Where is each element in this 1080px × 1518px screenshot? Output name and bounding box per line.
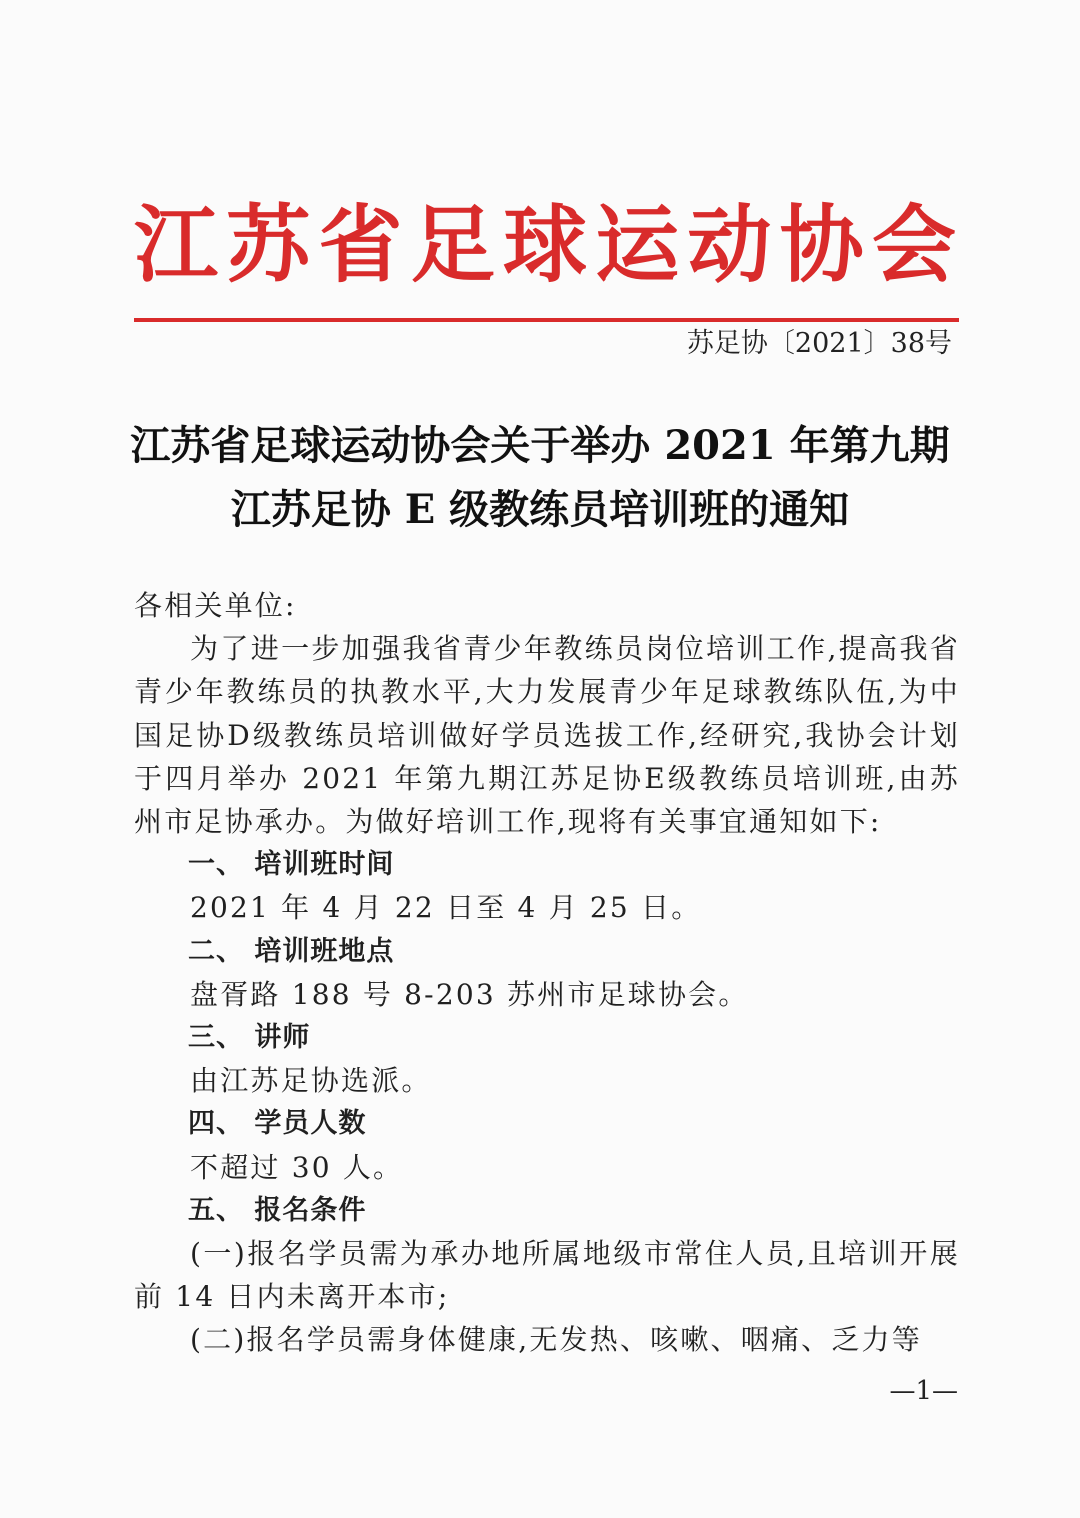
salutation: 各相关单位: <box>134 589 297 622</box>
section-heading-location: 二、 培训班地点 <box>188 935 395 967</box>
section-text-location: 盘胥路 188 号 8-203 苏州市足球协会。 <box>190 977 749 1011</box>
section-text-time: 2021 年 4 月 22 日至 4 月 25 日。 <box>190 891 702 925</box>
page-number: —1— <box>889 1376 958 1406</box>
intro-paragraph: 为了进一步加强我省青少年教练员岗位培训工作,提高我省青少年教练员的执教水平,大力发展青少年足球教练队伍,为中国足协D级教练员培训做好学员选拔工作,经研究,我协会计划于四月举办 2021 年第九期江苏足协E级教练员培训班,由苏州市足协承办。为做好培训工作,现将有关事宜通知如下: <box>134 632 960 839</box>
section-heading-trainees: 四、 学员人数 <box>188 1108 367 1140</box>
notice-body <box>134 584 960 1362</box>
condition-item-2: (二)报名学员需身体健康,无发热、咳嗽、咽痛、乏力等 <box>190 1323 922 1357</box>
title-line-1: 江苏省足球运动协会关于举办 2021 年第九期 <box>130 422 950 469</box>
notice-title <box>100 414 980 542</box>
document-number: 苏足协〔2021〕38号 <box>686 328 952 359</box>
section-heading-lecturer: 三、 讲师 <box>188 1022 311 1054</box>
title-line-2: 江苏足协 E 级教练员培训班的通知 <box>230 486 850 533</box>
organization-masthead: 江苏省足球运动协会 <box>134 195 960 294</box>
section-text-trainees: 不超过 30 人。 <box>190 1150 404 1184</box>
section-heading-time: 一、 培训班时间 <box>188 849 395 881</box>
section-heading-requirements: 五、 报名条件 <box>188 1194 367 1226</box>
condition-item-1: (一)报名学员需为承办地所属地级市常住人员,且培训开展前 14 日内未离开本市; <box>134 1237 960 1314</box>
section-text-lecturer: 由江苏足协选派。 <box>190 1064 432 1098</box>
